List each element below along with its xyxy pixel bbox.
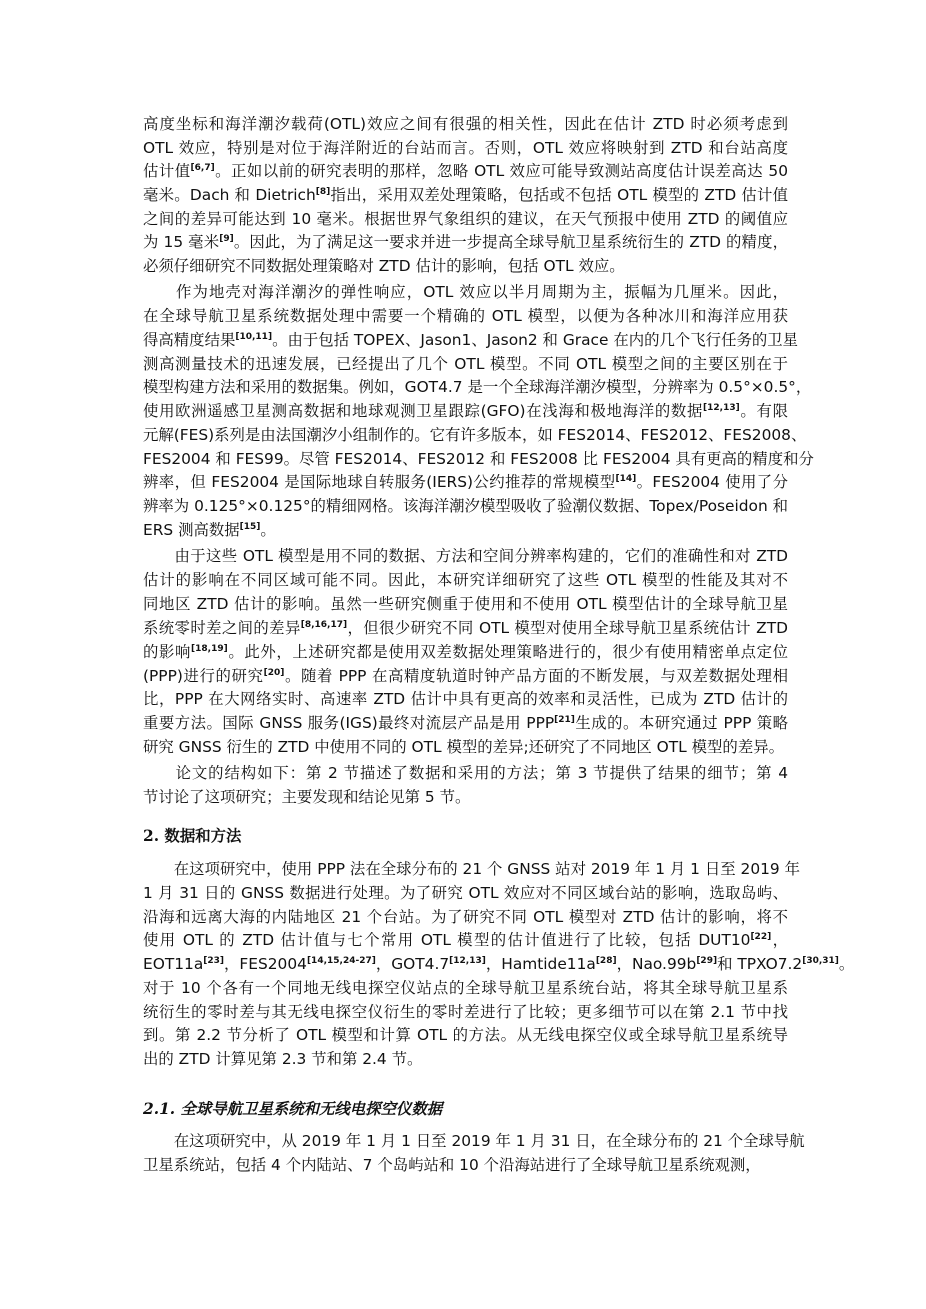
citation-superscript: [23] (203, 956, 225, 966)
citation-superscript: [20] (263, 668, 285, 678)
text-line: 在这项研究中，从 2019 年 1 月 1 日至 2019 年 1 月 31 日，在全球分布的 21 个全球导航 (143, 1132, 805, 1150)
citation-superscript: [8,16,17] (300, 620, 348, 630)
text-line: 卫星系统站，包括 4 个内陆站、7 个岛屿站和 10 个沿海站进行了全球导航卫星系统观测， (143, 1156, 761, 1174)
text-line: 估计值[6,7]。正如以前的研究表明的那样，忽略 OTL 效应可能导致测站高度估计误差高达 50 (143, 162, 788, 180)
text-line: 论文的结构如下：第 2 节描述了数据和采用的方法；第 3 节提供了结果的细节；第 4 (143, 764, 788, 782)
citation-superscript: [30,31] (802, 956, 839, 966)
text-line: 高度坐标和海洋潮汐载荷(OTL)效应之间有很强的相关性，因此在估计 ZTD 时必须考虑到 (143, 115, 788, 133)
citation-superscript: [28] (595, 956, 617, 966)
citation-superscript: [18,19] (191, 644, 228, 654)
text-line: 统衍生的零时差与其无线电探空仪衍生的零时差进行了比较；更多细节可以在第 2.1 节中找 (143, 1003, 788, 1021)
text-line: 测高测量技术的迅速发展，已经提出了几个 OTL 模型。不同 OTL 模型之间的主要区别在于 (143, 355, 788, 373)
text-line: 的影响[18,19]。此外，上述研究都是使用双差数据处理策略进行的，很少有使用精密单点定位 (143, 643, 788, 661)
text-line: (PPP)进行的研究[20]。随着 PPP 在高精度轨道时钟产品方面的不断发展，与双差数据处理相 (143, 667, 788, 685)
text-line: 使用欧洲遥感卫星测高数据和地球观测卫星跟踪(GFO)在浅海和极地海洋的数据[12,13]。有限 (143, 402, 788, 420)
citation-superscript: [12,13] (449, 956, 486, 966)
text-line: 为 15 毫米[9]。因此，为了满足这一要求并进一步提高全球导航卫星系统衍生的 ZTD 的精度， (143, 233, 788, 251)
citation-superscript: [15] (239, 522, 261, 532)
text-line: FES2004 和 FES99。尽管 FES2014、FES2012 和 FES2008 比 FES2004 具有更高的精度和分 (143, 450, 814, 468)
citation-superscript: [14,15,24-27] (306, 956, 376, 966)
text-line: 到。第 2.2 节分析了 OTL 模型和计算 OTL 的方法。从无线电探空仪或全球导航卫星系统导 (143, 1026, 788, 1044)
text-line: 对于 10 个各有一个同地无线电探空仪站点的全球导航卫星系统台站，将其全球导航卫星系 (143, 979, 788, 997)
citation-superscript: [10,11] (235, 332, 273, 342)
text-line: 必须仔细研究不同数据处理策略对 ZTD 估计的影响，包括 OTL 效应。 (143, 257, 625, 275)
text-line: 得高精度结果[10,11]。由于包括 TOPEX、Jason1、Jason2 和 Grace 在内的几个飞行任务的卫星 (143, 331, 799, 349)
text-line: 系统零时差之间的差异[8,16,17]，但很少研究不同 OTL 模型对使用全球导航卫星系统估计 ZTD (143, 619, 788, 637)
text-line: ERS 测高数据[15]。 (143, 521, 276, 539)
text-line: 研究 GNSS 衍生的 ZTD 中使用不同的 OTL 模型的差异;还研究了不同地区 OTL 模型的差异。 (143, 738, 784, 756)
text-line: 在全球导航卫星系统数据处理中需要一个精确的 OTL 模型，以便为各种冰川和海洋应用获 (143, 307, 788, 325)
text-line: 由于这些 OTL 模型是用不同的数据、方法和空间分辨率构建的，它们的准确性和对 ZTD (143, 547, 788, 565)
text-line: OTL 效应，特别是对位于海洋附近的台站而言。否则，OTL 效应将映射到 ZTD 和台站高度 (143, 139, 788, 157)
text-line: 在这项研究中，使用 PPP 法在全球分布的 21 个 GNSS 站对 2019 年 1 月 1 日至 2019 年 (143, 860, 800, 878)
text-line: 出的 ZTD 计算见第 2.3 节和第 2.4 节。 (143, 1050, 423, 1068)
text-line: 使用 OTL 的 ZTD 估计值与七个常用 OTL 模型的估计值进行了比较，包括 DUT10[22]， (143, 931, 788, 949)
subsection-heading: 2.1. 全球导航卫星系统和无线电探空仪数据 (143, 1100, 443, 1118)
text-line: EOT11a[23]，FES2004[14,15,24-27]，GOT4.7[12,13]，Hamtide11a[28]，Nao.99b[29]和 TPXO7.2[30,31]。 (143, 955, 855, 973)
text-line: 比，PPP 在大网络实时、高速率 ZTD 估计中具有更高的效率和灵活性，已成为 ZTD 估计的 (143, 690, 788, 708)
section-heading: 2. 数据和方法 (143, 827, 242, 845)
citation-superscript: [12,13] (703, 403, 740, 413)
citation-superscript: [9] (219, 234, 234, 244)
text-line: 1 月 31 日的 GNSS 数据进行处理。为了研究 OTL 效应对不同区域台站的影响，选取岛屿、 (143, 884, 788, 902)
citation-superscript: [14] (615, 474, 637, 484)
text-line: 辨率为 0.125°×0.125°的精细网格。该海洋潮汐模型吸收了验潮仪数据、Topex/Poseidon 和 (143, 497, 788, 515)
text-line: 重要方法。国际 GNSS 服务(IGS)最终对流层产品是用 PPP[21]生成的。本研究通过 PPP 策略 (143, 714, 788, 732)
text-line: 元解(FES)系列是由法国潮汐小组制作的。它有许多版本，如 FES2014、FES2012、FES2008、 (143, 426, 807, 444)
citation-superscript: [22] (750, 932, 772, 942)
text-line: 作为地壳对海洋潮汐的弹性响应，OTL 效应以半月周期为主，振幅为几厘米。因此， (143, 283, 788, 301)
citation-superscript: [6,7] (190, 163, 215, 173)
citation-superscript: [29] (696, 956, 718, 966)
text-line: 同地区 ZTD 估计的影响。虽然一些研究侧重于使用和不使用 OTL 模型估计的全球导航卫星 (143, 595, 788, 613)
text-line: 模型构建方法和采用的数据集。例如，GOT4.7 是一个全球海洋潮汐模型，分辨率为 0.5°×0.5°， (143, 378, 812, 396)
text-line: 估计的影响在不同区域可能不同。因此，本研究详细研究了这些 OTL 模型的性能及其对不 (143, 571, 788, 589)
text-line: 毫米。Dach 和 Dietrich[8]指出，采用双差处理策略，包括或不包括 OTL 模型的 ZTD 估计值 (143, 186, 788, 204)
citation-superscript: [21] (554, 715, 575, 725)
text-line: 之间的差异可能达到 10 毫米。根据世界气象组织的建议，在天气预报中使用 ZTD 的阈值应 (143, 210, 788, 228)
text-line: 辨率，但 FES2004 是国际地球自转服务(IERS)公约推荐的常规模型[14]。FES2004 使用了分 (143, 473, 788, 491)
text-line: 沿海和远离大海的内陆地区 21 个台站。为了研究不同 OTL 模型对 ZTD 估计的影响，将不 (143, 908, 788, 926)
citation-superscript: [8] (315, 187, 331, 197)
text-line: 节讨论了这项研究；主要发现和结论见第 5 节。 (143, 788, 471, 806)
